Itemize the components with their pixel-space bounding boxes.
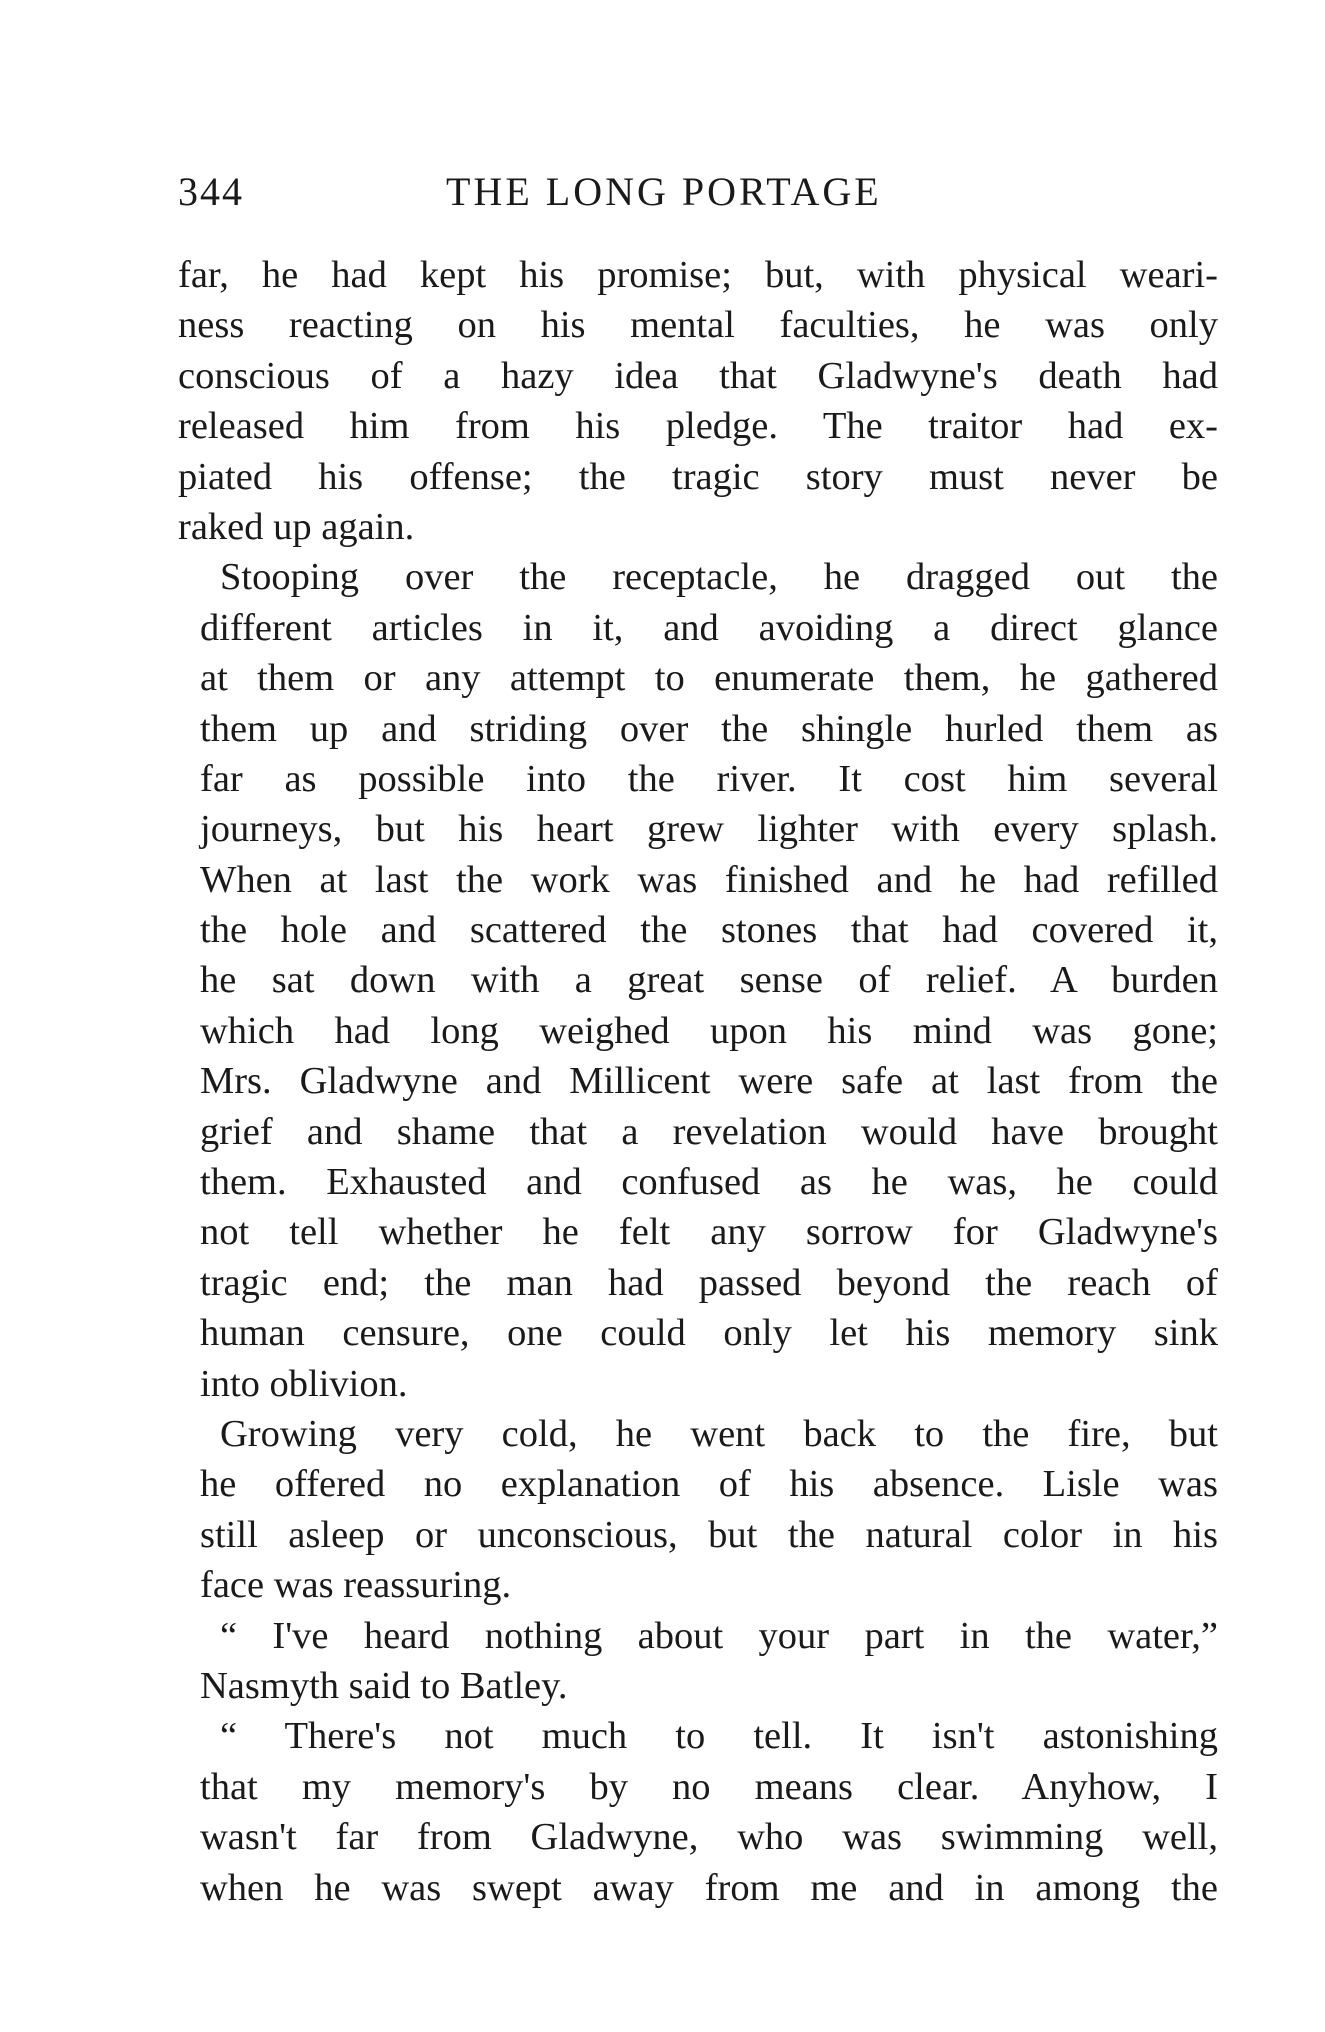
text-line: Mrs. Gladwyne and Millicent were safe at last from the <box>200 1060 1218 1103</box>
text-line: still asleep or unconscious, but the natural color in his <box>200 1513 1218 1556</box>
page-number: 344 <box>178 169 244 214</box>
running-title: THE LONG PORTAGE <box>446 169 882 214</box>
text-line: he sat down with a great sense of relief. A burden <box>200 959 1218 1002</box>
text-line: tragic end; the man had passed beyond the reach of <box>200 1261 1218 1304</box>
text-line: at them or any attempt to enumerate them, he gathered <box>200 657 1218 700</box>
text-line: journeys, but his heart grew lighter with every splash. <box>200 808 1218 851</box>
text-line: raked up again. <box>178 505 415 548</box>
text-line: that my memory's by no means clear. Anyhow, I <box>200 1765 1218 1808</box>
text-line: not tell whether he felt any sorrow for Gladwyne's <box>200 1211 1218 1254</box>
text-line: “ There's not much to tell. It isn't astonishing <box>220 1715 1218 1758</box>
text-line: far, he had kept his promise; but, with physical weari- <box>178 254 1218 296</box>
text-line: far as possible into the river. It cost him several <box>200 757 1218 800</box>
text-line: into oblivion. <box>200 1362 408 1405</box>
text-line: When at last the work was finished and he had refilled <box>200 858 1218 901</box>
text-line: ness reacting on his mental faculties, he was only <box>178 304 1218 347</box>
text-line: face was reassuring. <box>200 1564 512 1607</box>
body-text <box>178 250 1218 1913</box>
text-line: when he was swept away from me and in among the <box>200 1866 1218 1909</box>
text-line: he offered no explanation of his absence. Lisle was <box>200 1463 1218 1506</box>
text-line: Stooping over the receptacle, he dragged out the <box>220 556 1218 599</box>
text-line: human censure, one could only let his memory sink <box>200 1312 1218 1355</box>
text-line: them. Exhausted and confused as he was, he could <box>200 1161 1218 1204</box>
text-line: the hole and scattered the stones that had covered it, <box>200 909 1218 952</box>
text-line: them up and striding over the shingle hurled them as <box>200 707 1218 750</box>
text-line: Nasmyth said to Batley. <box>200 1664 568 1707</box>
text-line: released him from his pledge. The traitor had ex- <box>178 405 1218 448</box>
text-line: which had long weighed upon his mind was gone; <box>200 1009 1218 1052</box>
text-line: wasn't far from Gladwyne, who was swimming well, <box>200 1816 1218 1859</box>
text-line: Growing very cold, he went back to the fire, but <box>220 1412 1218 1455</box>
text-line: “ I've heard nothing about your part in the water,” <box>220 1614 1218 1657</box>
text-line: grief and shame that a revelation would have brought <box>200 1110 1218 1153</box>
text-line: conscious of a hazy idea that Gladwyne's death had <box>178 354 1218 397</box>
text-line: piated his offense; the tragic story must never be <box>178 455 1218 498</box>
text-line: different articles in it, and avoiding a direct glance <box>200 606 1218 649</box>
page-header <box>178 168 1218 218</box>
